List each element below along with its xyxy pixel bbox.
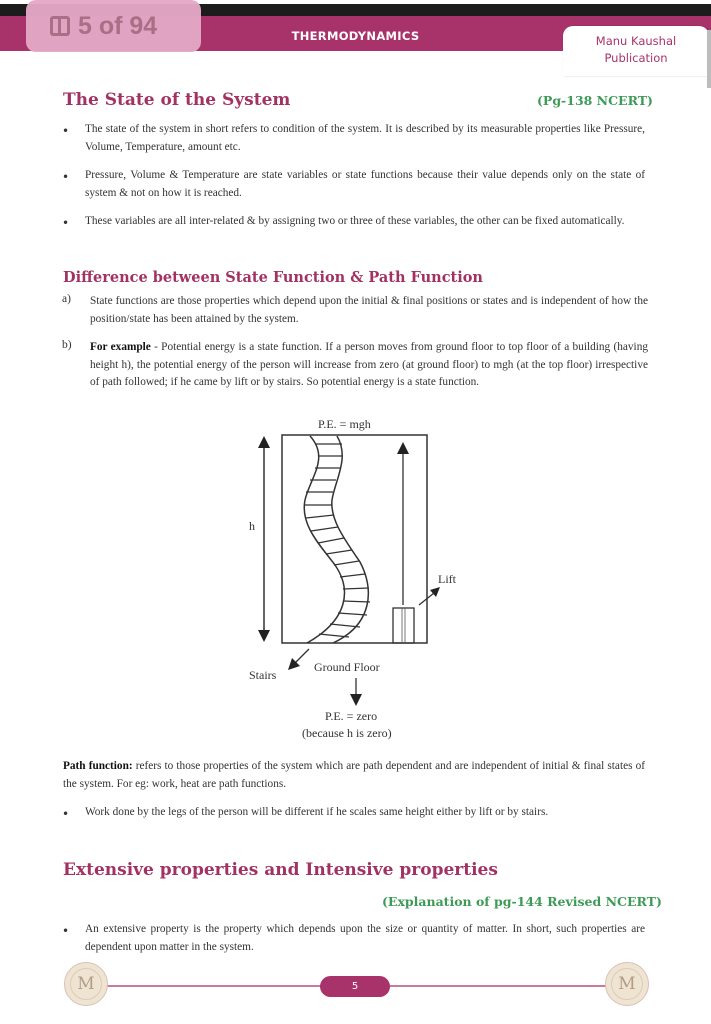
- bullet-icon: •: [62, 170, 70, 184]
- publisher-name: [563, 33, 709, 67]
- list-item: An extensive property is the property which depends upon the size or quantity of matter. In short, such properties are dependent upon matter in the system.: [85, 923, 645, 953]
- seal-letter: M: [618, 974, 636, 994]
- lift-car: [393, 608, 414, 643]
- list-marker: a): [62, 293, 71, 305]
- path-function-text: refers to those properties of the system which are path dependent and are independent of initial & final states of the system. For eg: work, heat are path functions.: [63, 760, 645, 790]
- height-arrow-bottom-head: [258, 630, 270, 642]
- sidebar-panel-icon[interactable]: [50, 16, 70, 36]
- lift-pointer-arrow-head: [430, 587, 440, 597]
- building-outline: [282, 435, 427, 643]
- publisher-line2: Publication: [604, 51, 668, 65]
- seal-letter: M: [77, 974, 95, 994]
- section-title-state-of-system: The State of the System: [63, 90, 291, 110]
- path-function-paragraph: [63, 758, 645, 793]
- lift-up-arrow-head: [397, 442, 409, 454]
- bottom-pe-label: P.E. = zero: [325, 709, 378, 723]
- lift-pointer-arrow: [419, 593, 434, 605]
- bottom-pe-note: (because h is zero): [302, 726, 392, 740]
- path-function-term: Path function:: [63, 760, 133, 772]
- section-title-extensive-intensive: Extensive properties and Intensive properties: [63, 860, 498, 880]
- publisher-line1: Manu Kaushal: [595, 34, 677, 48]
- list-item: [90, 339, 648, 392]
- ground-floor-label: Ground Floor: [314, 660, 380, 674]
- stairs-pointer-arrow-head: [288, 658, 300, 670]
- item-text: - Potential energy is a state function. If a person moves from ground floor to top floor of a building (having height h), the potential energy of the person will increase from zero (at ground floor) to mgh (at the top floor) irrespective of path followed; if he came by lift or by stairs. So potential energy is a state function.: [90, 341, 648, 388]
- page-counter-label: 5 of 94: [78, 11, 158, 40]
- list-item: Work done by the legs of the person will be different if he scales same height either by lift or by stairs.: [85, 806, 549, 818]
- list-item: State functions are those properties which depend upon the initial & final positions or states and is independent of how the position/state has been attained by the system.: [90, 295, 648, 325]
- publisher-seal-icon: [605, 962, 649, 1006]
- lift-label: Lift: [438, 572, 456, 586]
- page-number: 5: [320, 976, 390, 997]
- staircase-steps: [305, 444, 370, 637]
- page-edge: [707, 30, 711, 88]
- list-item: These variables are all inter-related & by assigning two or three of these variables, the other can be fixed automatically.: [85, 215, 625, 227]
- staircase-right-edge: [332, 436, 369, 643]
- bullet-icon: •: [62, 216, 70, 230]
- bullet-icon: •: [62, 124, 70, 138]
- page-counter-badge[interactable]: [26, 0, 201, 52]
- staircase-left-edge: [304, 436, 344, 643]
- publisher-seal-icon: [64, 962, 108, 1006]
- section-reference: (Pg-138 NCERT): [537, 93, 653, 108]
- chapter-title: THERMODYNAMICS: [291, 29, 420, 43]
- bullet-icon: •: [62, 807, 70, 821]
- stairs-label: Stairs: [249, 668, 277, 682]
- publisher-tab: [563, 26, 709, 76]
- section-reference: (Explanation of pg-144 Revised NCERT): [382, 894, 662, 909]
- list-item: The state of the system in short refers to condition of the system. It is described by its measurable properties like Pressure, Volume, Temperature, amount etc.: [85, 123, 645, 153]
- ground-down-arrow-head: [350, 694, 362, 706]
- bold-lead: For example: [90, 341, 151, 353]
- height-label: h: [249, 519, 255, 533]
- list-marker: b): [62, 339, 72, 351]
- bullet-icon: •: [62, 924, 70, 938]
- stairs-pointer-arrow: [295, 649, 309, 663]
- list-item: Pressure, Volume & Temperature are state variables or state functions because their value depends only on the state of system & not on how it is reached.: [85, 169, 645, 199]
- height-arrow-top-head: [258, 436, 270, 448]
- section-title-state-vs-path: Difference between State Function & Path Function: [63, 269, 483, 286]
- top-pe-label: P.E. = mgh: [318, 417, 371, 431]
